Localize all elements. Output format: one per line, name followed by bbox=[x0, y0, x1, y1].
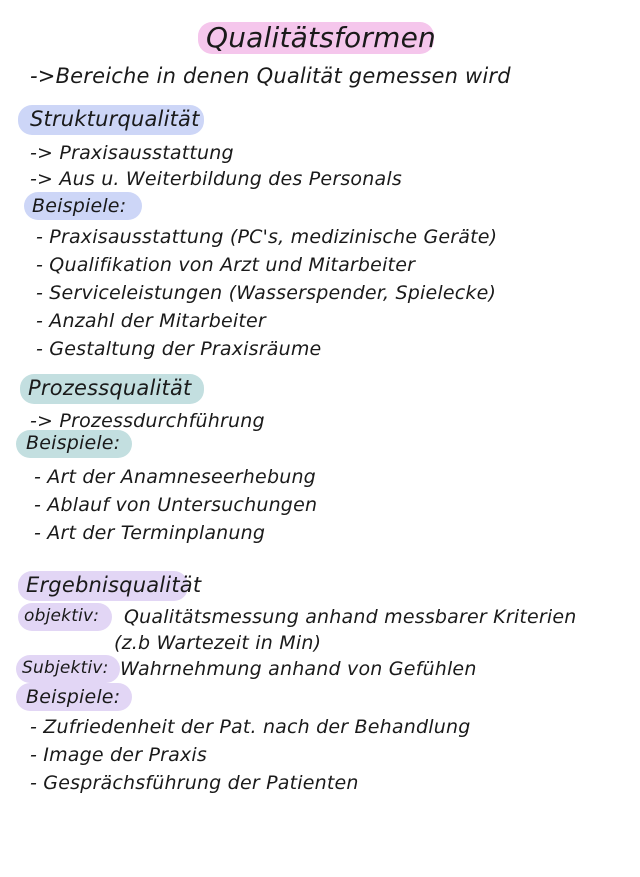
ergebnis-example: - Zufriedenheit der Pat. nach der Behandlung bbox=[30, 716, 471, 738]
struktur-point: -> Praxisausstattung bbox=[30, 142, 234, 164]
prozess-point: -> Prozessdurchführung bbox=[30, 410, 265, 432]
page-subtitle: ->Bereiche in denen Qualität gemessen wird bbox=[30, 64, 511, 88]
subjektiv-label: Subjektiv: bbox=[22, 658, 109, 678]
prozess-example: - Art der Anamneseerhebung bbox=[34, 466, 316, 488]
objektiv-label: objektiv: bbox=[24, 606, 100, 626]
ergebnis-heading: Ergebnisqualität bbox=[26, 573, 202, 597]
struktur-examples-label: Beispiele: bbox=[32, 195, 127, 217]
ergebnis-example: - Image der Praxis bbox=[30, 744, 207, 766]
struktur-point: -> Aus u. Weiterbildung des Personals bbox=[30, 168, 402, 190]
struktur-example: - Qualifikation von Arzt und Mitarbeiter bbox=[36, 254, 416, 276]
prozess-examples-label: Beispiele: bbox=[26, 432, 121, 454]
prozess-heading: Prozessqualität bbox=[28, 376, 192, 400]
struktur-example: - Serviceleistungen (Wasserspender, Spielecke) bbox=[36, 282, 497, 304]
ergebnis-examples-label: Beispiele: bbox=[26, 686, 121, 708]
objektiv-text: Qualitätsmessung anhand messbarer Kriterien bbox=[124, 606, 577, 628]
struktur-example: - Praxisausstattung (PC's, medizinische Geräte) bbox=[36, 226, 498, 248]
ergebnis-example: - Gesprächsführung der Patienten bbox=[30, 772, 359, 794]
objektiv-note: (z.b Wartezeit in Min) bbox=[114, 632, 322, 654]
struktur-heading: Strukturqualität bbox=[30, 107, 200, 131]
subjektiv-text: Wahrnehmung anhand von Gefühlen bbox=[120, 658, 477, 680]
page-title: Qualitätsformen bbox=[206, 21, 436, 54]
struktur-example: - Anzahl der Mitarbeiter bbox=[36, 310, 266, 332]
prozess-example: - Ablauf von Untersuchungen bbox=[34, 494, 318, 516]
struktur-example: - Gestaltung der Praxisräume bbox=[36, 338, 322, 360]
prozess-example: - Art der Terminplanung bbox=[34, 522, 266, 544]
